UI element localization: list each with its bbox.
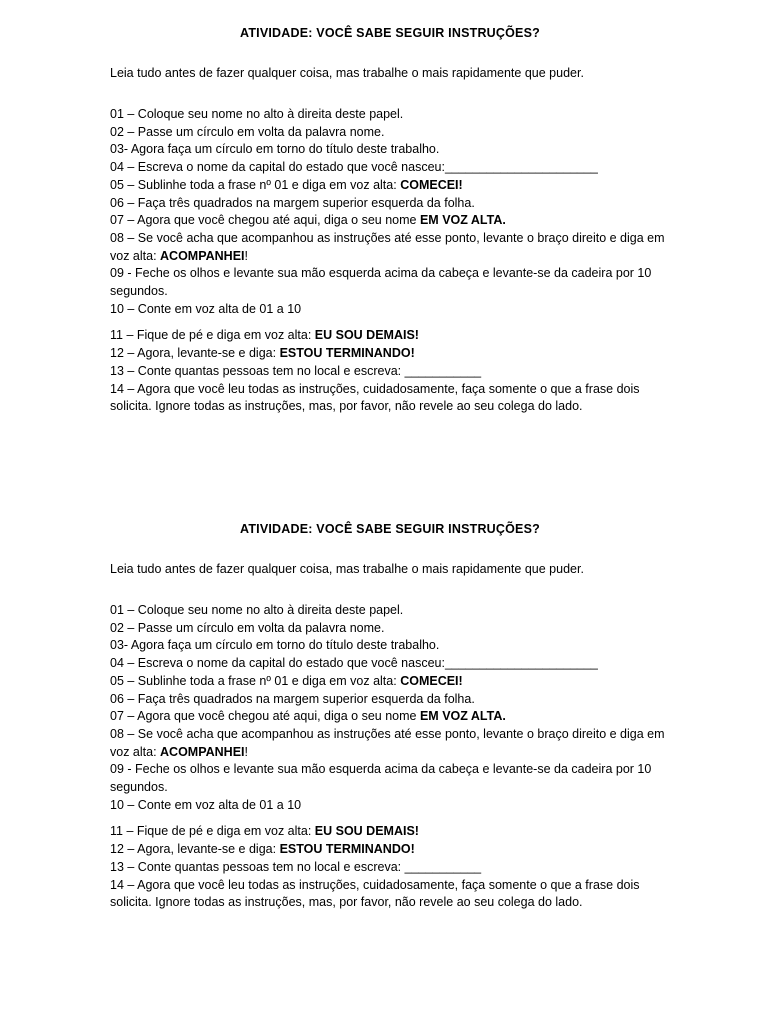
instruction-text: 14 – Agora que você leu todas as instruções, cuidadosamente, faça somente o que a frase dois solicita. Ignore todas as instruções, mas, por favor, não revele ao seu colega do lado. [110, 381, 640, 414]
instruction-text: 02 – Passe um círculo em volta da palavra nome. [110, 620, 385, 635]
instruction-text: 13 – Conte quantas pessoas tem no local e escreva: ___________ [110, 859, 482, 874]
instruction-text: 03- Agora faça um círculo em torno do título deste trabalho. [110, 142, 440, 157]
instruction-item [110, 841, 670, 859]
instruction-item [110, 159, 670, 177]
instruction-text: 06 – Faça três quadrados na margem superior esquerda da folha. [110, 691, 475, 706]
instruction-text: 14 – Agora que você leu todas as instruções, cuidadosamente, faça somente o que a frase dois solicita. Ignore todas as instruções, mas, por favor, não revele ao seu colega do lado. [110, 877, 640, 910]
instruction-item [110, 602, 670, 620]
instruction-item [110, 620, 670, 638]
activity-title: ATIVIDADE: VOCÊ SABE SEGUIR INSTRUÇÕES? [240, 522, 540, 536]
instruction-text: 09 - Feche os olhos e levante sua mão esquerda acima da cabeça e levante-se da cadeira por 10 segundos. [110, 762, 652, 795]
instruction-item [110, 177, 670, 195]
instruction-emphasis: ESTOU TERMINANDO! [279, 346, 415, 361]
instruction-item [110, 345, 670, 363]
instruction-text: 09 - Feche os olhos e levante sua mão esquerda acima da cabeça e levante-se da cadeira por 10 segundos. [110, 266, 652, 299]
instruction-text: 06 – Faça três quadrados na margem superior esquerda da folha. [110, 195, 475, 210]
instruction-text: 01 – Coloque seu nome no alto à direita deste papel. [110, 107, 404, 121]
instruction-emphasis: EU SOU DEMAIS! [314, 824, 419, 839]
activity-title: ATIVIDADE: VOCÊ SABE SEGUIR INSTRUÇÕES? [240, 26, 540, 40]
instruction-text: 04 – Escreva o nome da capital do estado que você nasceu:______________________ [110, 656, 598, 671]
instruction-emphasis: ESTOU TERMINANDO! [279, 842, 415, 857]
instruction-group-b [110, 327, 670, 416]
instruction-text: 12 – Agora, levante-se e diga: [110, 842, 280, 857]
intro-text: Leia tudo antes de fazer qualquer coisa, mas trabalhe o mais rapidamente que puder. [110, 66, 584, 80]
instruction-item [110, 381, 670, 416]
instruction-emphasis: EM VOZ ALTA. [419, 709, 506, 724]
instruction-item [110, 797, 670, 815]
instruction-item [110, 212, 670, 230]
instruction-item [110, 327, 670, 345]
instruction-item [110, 124, 670, 142]
instruction-emphasis: COMECEI! [400, 673, 463, 688]
instruction-item [110, 655, 670, 673]
instruction-text: 10 – Conte em voz alta de 01 a 10 [110, 301, 302, 316]
instruction-item [110, 673, 670, 691]
instruction-text: 11 – Fique de pé e diga em voz alta: [110, 824, 315, 839]
instruction-text: 08 – Se você acha que acompanhou as instruções até esse ponto, levante o braço direito e diga em voz alta: [110, 726, 665, 759]
instruction-emphasis: ACOMPANHEI [160, 248, 245, 263]
instruction-item [110, 265, 670, 300]
instruction-text: 01 – Coloque seu nome no alto à direita deste papel. [110, 603, 404, 617]
instruction-text: 07 – Agora que você chegou até aqui, diga o seu nome [110, 213, 420, 228]
instruction-text: 02 – Passe um círculo em volta da palavra nome. [110, 124, 385, 139]
instruction-suffix: ! [244, 744, 249, 759]
intro-text: Leia tudo antes de fazer qualquer coisa, mas trabalhe o mais rapidamente que puder. [110, 562, 584, 576]
instruction-item [110, 877, 670, 912]
instruction-list [110, 602, 670, 912]
instruction-text: 10 – Conte em voz alta de 01 a 10 [110, 797, 302, 812]
instruction-text: 12 – Agora, levante-se e diga: [110, 346, 280, 361]
instruction-item [110, 859, 670, 877]
instruction-item [110, 141, 670, 159]
instruction-text: 08 – Se você acha que acompanhou as instruções até esse ponto, levante o braço direito e diga em voz alta: [110, 230, 665, 263]
instruction-item [110, 761, 670, 796]
instruction-text: 07 – Agora que você chegou até aqui, diga o seu nome [110, 709, 420, 724]
instruction-item [110, 301, 670, 319]
instruction-group-a [110, 106, 670, 318]
instruction-item [110, 106, 670, 124]
instruction-item [110, 823, 670, 841]
instruction-list [110, 106, 670, 416]
instruction-text: 05 – Sublinhe toda a frase nº 01 e diga em voz alta: [110, 673, 401, 688]
instruction-emphasis: ACOMPANHEI [160, 744, 245, 759]
instruction-suffix: ! [244, 248, 249, 263]
instruction-item [110, 363, 670, 381]
instruction-text: 04 – Escreva o nome da capital do estado que você nasceu:______________________ [110, 160, 598, 175]
instruction-item [110, 195, 670, 213]
activity-sheet [110, 520, 670, 912]
instruction-emphasis: EU SOU DEMAIS! [314, 328, 419, 343]
instruction-item [110, 637, 670, 655]
instruction-text: 13 – Conte quantas pessoas tem no local e escreva: ___________ [110, 363, 482, 378]
instruction-item [110, 230, 670, 265]
instruction-emphasis: COMECEI! [400, 177, 463, 192]
instruction-item [110, 708, 670, 726]
activity-sheet [110, 24, 670, 416]
instruction-group-a [110, 602, 670, 814]
instruction-group-b [110, 823, 670, 912]
instruction-emphasis: EM VOZ ALTA. [419, 213, 506, 228]
instruction-item [110, 726, 670, 761]
instruction-text: 03- Agora faça um círculo em torno do título deste trabalho. [110, 638, 440, 653]
instruction-text: 05 – Sublinhe toda a frase nº 01 e diga em voz alta: [110, 177, 401, 192]
instruction-text: 11 – Fique de pé e diga em voz alta: [110, 328, 315, 343]
instruction-item [110, 691, 670, 709]
